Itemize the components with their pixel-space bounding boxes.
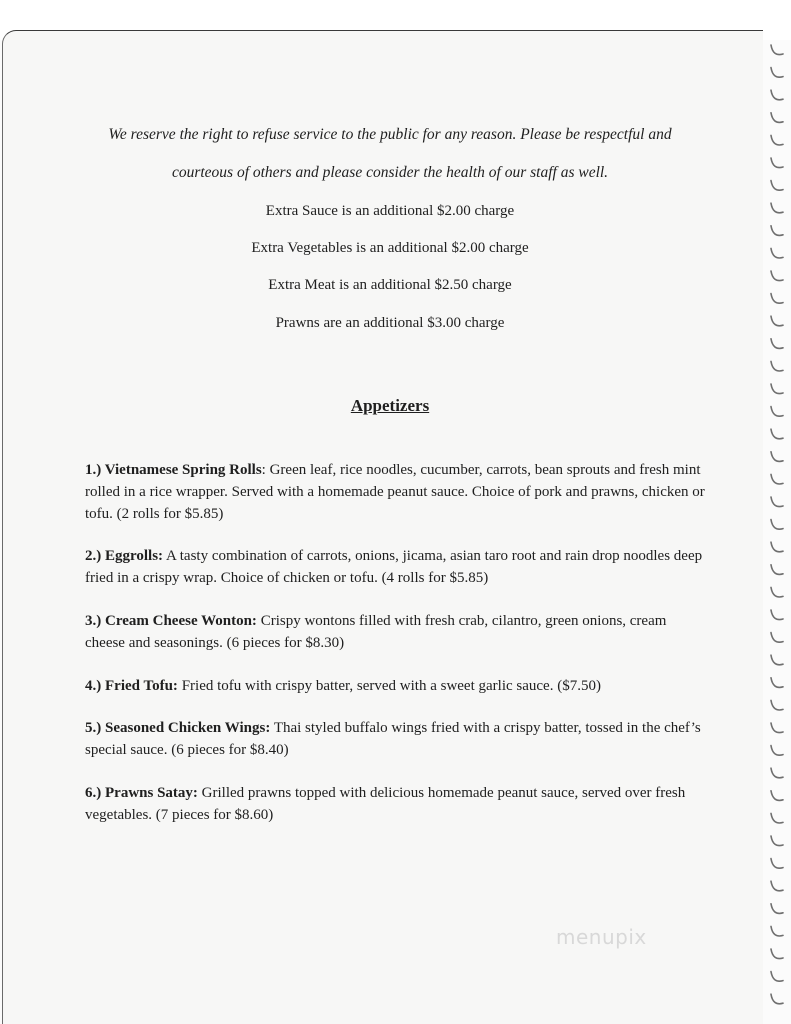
menu-item-description: Fried tofu with crispy batter, served with a sweet garlic sauce. ($7.50) xyxy=(181,678,601,694)
notice-line-2: courteous of others and please consider the health of our staff as well. xyxy=(171,164,609,181)
menu-item xyxy=(85,782,710,826)
binding-ring xyxy=(771,768,783,778)
menu-item xyxy=(85,675,710,697)
binding-ring xyxy=(771,633,783,643)
binding-ring xyxy=(771,926,783,936)
binding-ring xyxy=(771,610,783,620)
menu-item-name: 2.) Eggrolls: xyxy=(85,548,164,564)
binding-ring xyxy=(771,90,783,100)
binding-ring xyxy=(771,384,783,394)
prawns-charge: Prawns are an additional $3.00 charge xyxy=(275,315,505,331)
binding-ring xyxy=(771,859,783,869)
binding-ring xyxy=(771,181,783,191)
binding-ring xyxy=(771,746,783,756)
binding-ring xyxy=(771,316,783,326)
binding-ring xyxy=(771,881,783,891)
binding-ring xyxy=(771,294,783,304)
menu-item-name: 1.) Vietnamese Spring Rolls xyxy=(85,462,262,478)
spiral-binding-icon xyxy=(767,40,791,1024)
binding-ring xyxy=(771,972,783,982)
menu-item xyxy=(85,545,710,589)
binding-ring xyxy=(771,542,783,552)
extra-sauce-charge: Extra Sauce is an additional $2.00 charge xyxy=(265,203,515,219)
menu-item-description: Green leaf, rice noodles, cucumber, carrots, bean sprouts and fresh mint rolled in a rice wrapper. Served with a homemade peanut sauce. Choice of pork and prawns, chicken or tofu. (2 rolls for $5.85) xyxy=(85,462,705,522)
binding-ring xyxy=(771,429,783,439)
binding-ring xyxy=(771,339,783,349)
notice-line-1: We reserve the right to refuse service to the public for any reason. Please be respectful and xyxy=(108,126,672,143)
binding-ring xyxy=(771,723,783,733)
binding-ring xyxy=(771,904,783,914)
binding-ring xyxy=(771,271,783,281)
appetizers-heading: Appetizers xyxy=(350,396,430,415)
binding-ring xyxy=(771,203,783,213)
binding-ring xyxy=(771,158,783,168)
menu-item-separator: : xyxy=(261,462,270,478)
watermark-logo: menupix xyxy=(556,925,647,949)
menu-item-description: Grilled prawns topped with delicious homemade peanut sauce, served over fresh vegetables. (7 pieces for $8.60) xyxy=(85,785,686,823)
binding-ring xyxy=(771,813,783,823)
menu-item xyxy=(85,717,710,761)
binding-ring xyxy=(771,994,783,1004)
binding-ring xyxy=(771,135,783,145)
extra-vegetables-charge: Extra Vegetables is an additional $2.00 charge xyxy=(251,240,529,256)
binding-ring xyxy=(771,452,783,462)
binding-ring xyxy=(771,361,783,371)
binding-ring xyxy=(771,497,783,507)
binding-ring xyxy=(771,248,783,258)
binding-ring xyxy=(771,700,783,710)
binding-ring xyxy=(771,226,783,236)
binding-ring xyxy=(771,407,783,417)
binding-ring xyxy=(771,565,783,575)
menu-item xyxy=(85,459,710,525)
menu-item-description: Thai styled buffalo wings fried with a crispy batter, tossed in the chef’s special sauce. (6 pieces for $8.40) xyxy=(85,720,701,758)
binding-ring xyxy=(771,520,783,530)
menu-item-name: 3.) Cream Cheese Wonton: xyxy=(85,613,257,629)
binding-ring xyxy=(771,474,783,484)
menu-item-description: A tasty combination of carrots, onions, jicama, asian taro root and rain drop noodles deep fried in a crispy wrap. Choice of chicken or tofu. (4 rolls for $5.85) xyxy=(85,548,703,586)
menu-item-name: 5.) Seasoned Chicken Wings: xyxy=(85,720,271,736)
menu-item-name: 4.) Fried Tofu: xyxy=(85,678,178,694)
binding-ring xyxy=(771,791,783,801)
binding-ring xyxy=(771,587,783,597)
binding-ring xyxy=(771,678,783,688)
binding-ring xyxy=(771,949,783,959)
binding-ring xyxy=(771,45,783,55)
menu-item-description: Crispy wontons filled with fresh crab, cilantro, green onions, cream cheese and seasonings. (6 pieces for $8.30) xyxy=(85,613,667,651)
menu-item xyxy=(85,610,710,654)
extra-meat-charge: Extra Meat is an additional $2.50 charge xyxy=(268,277,512,293)
binding-ring xyxy=(771,68,783,78)
binding-ring xyxy=(771,655,783,665)
menu-item-name: 6.) Prawns Satay: xyxy=(85,785,198,801)
binding-ring xyxy=(771,113,783,123)
binding-ring xyxy=(771,836,783,846)
